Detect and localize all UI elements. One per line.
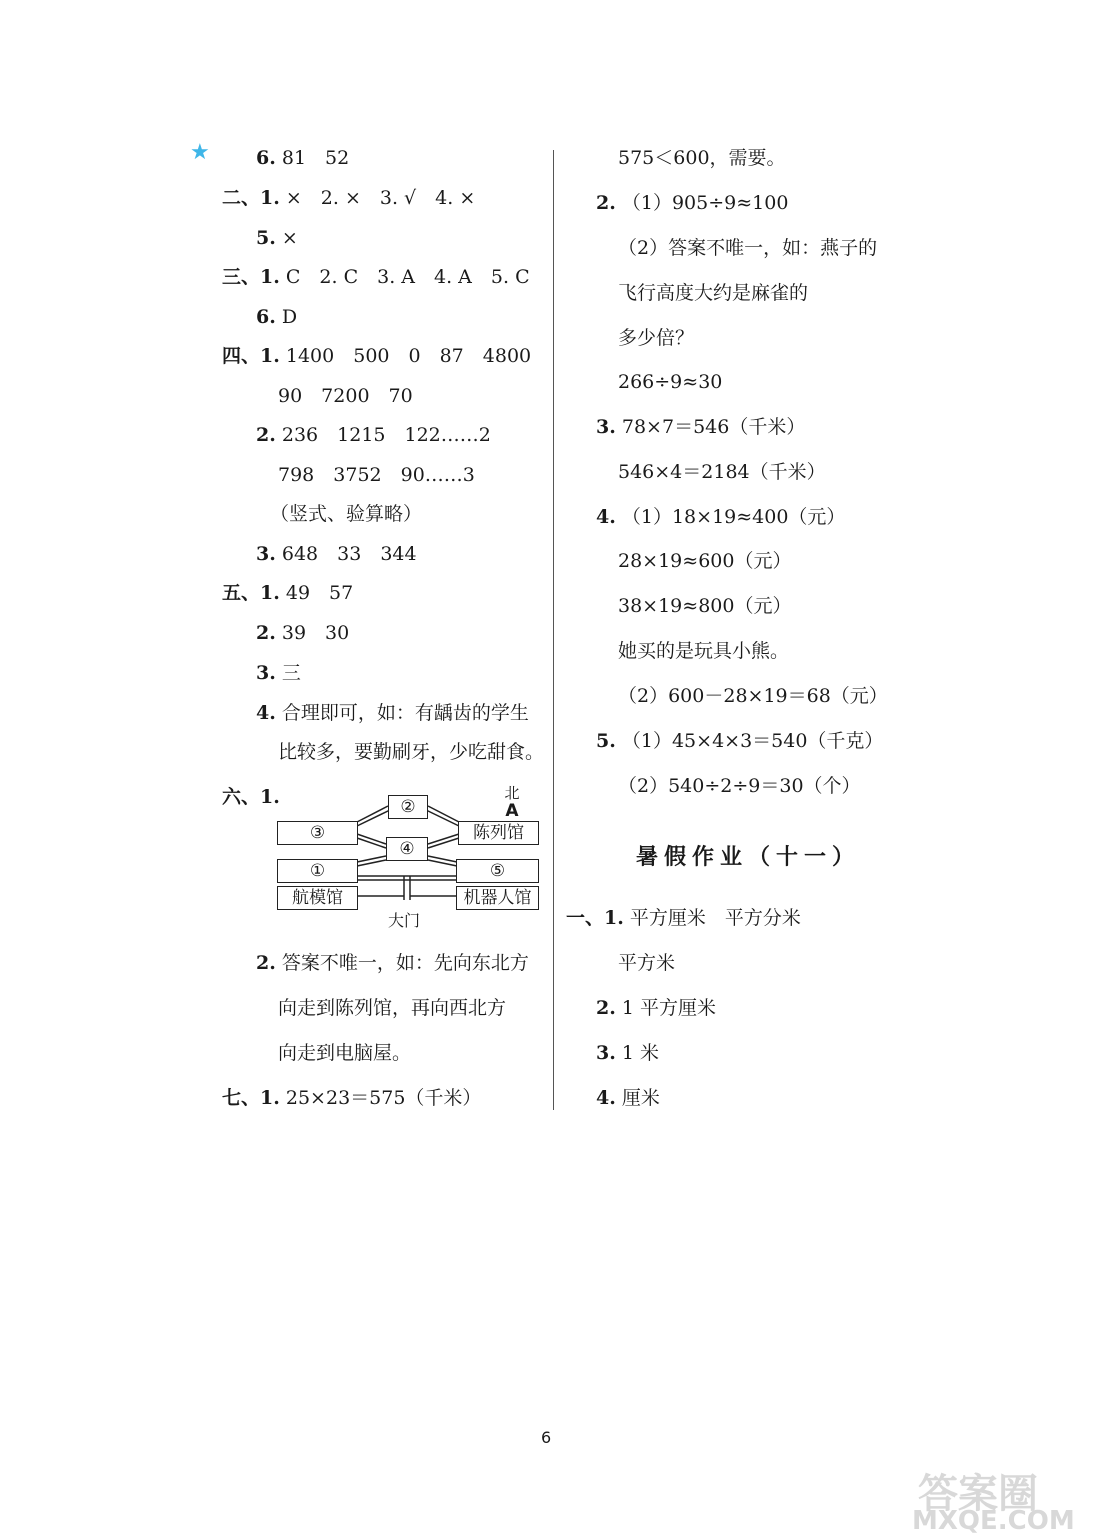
- answer-line: 比较多，要勤刷牙，少吃甜食。: [278, 741, 545, 763]
- watermark-url: MXQE.COM: [912, 1506, 1075, 1536]
- north-compass: [500, 782, 524, 819]
- answer-line: 五、1. 49 57: [222, 582, 354, 604]
- map-box-2: ②: [388, 795, 428, 819]
- star-decoration-icon: ★: [190, 140, 210, 165]
- answer-line: 2. 答案不唯一，如：先向东北方: [256, 952, 529, 974]
- answer-line: 266÷9≈30: [618, 371, 723, 393]
- answer-line: 三、1. C 2. C 3. A 4. A 5. C: [222, 266, 530, 288]
- answer-line: 3. 78×7＝546（千米）: [596, 416, 806, 438]
- page-number: 6: [541, 1428, 552, 1447]
- answer-line: 798 3752 90……3: [278, 464, 475, 486]
- map-box-3: ③: [277, 821, 358, 845]
- answer-line: 多少倍？: [618, 327, 695, 349]
- gate-label: 大门: [388, 911, 421, 930]
- watermark-logo: 答案圈: [918, 1471, 1038, 1517]
- answer-line: 向走到电脑屋。: [278, 1042, 412, 1064]
- section-title: 暑假作业（十一）: [636, 844, 861, 870]
- answer-line: 2. 236 1215 122……2: [256, 424, 491, 446]
- north-label: 北: [504, 784, 520, 802]
- answer-line: 二、1. × 2. × 3. √ 4. ×: [222, 187, 476, 209]
- answer-line: 5. ×: [256, 227, 298, 249]
- answer-line: 4. 厘米: [596, 1087, 660, 1109]
- answer-line: 5. （1）45×4×3＝540（千克）: [596, 730, 884, 752]
- answer-line: （竖式、验算略）: [270, 503, 423, 525]
- answer-line: 2. （1）905÷9≈100: [596, 192, 789, 214]
- answer-line: 90 7200 70: [278, 385, 413, 407]
- answer-line: 四、1. 1400 500 0 87 4800: [222, 345, 532, 367]
- column-divider: [553, 150, 554, 1110]
- answer-line: 平方米: [618, 952, 676, 974]
- answer-line: 28×19≈600（元）: [618, 550, 792, 572]
- answer-line: 6. D: [256, 306, 298, 328]
- answer-line: 3. 三: [256, 662, 301, 684]
- map-box-robot-hall: 机器人馆: [456, 886, 539, 910]
- map-box-aviation-hall: 航模馆: [277, 886, 358, 910]
- answer-line: 4. （1）18×19≈400（元）: [596, 506, 846, 528]
- answer-line: 4. 合理即可，如：有龋齿的学生: [256, 702, 529, 724]
- map-box-4: ④: [386, 837, 428, 861]
- answer-line: 向走到陈列馆，再向西北方: [278, 997, 507, 1019]
- answer-line: 2. 1 平方厘米: [596, 997, 717, 1019]
- north-arrow-icon: A: [505, 801, 519, 821]
- answer-line: 575＜600，需要。: [618, 147, 786, 169]
- map-box-exhibit-hall: 陈列馆: [458, 821, 539, 845]
- answer-line: 她买的是玩具小熊。: [618, 640, 790, 662]
- answer-line: 3. 648 33 344: [256, 543, 417, 565]
- answer-line: （2）600－28×19＝68（元）: [618, 685, 888, 707]
- answer-line: 一、1. 平方厘米 平方分米: [566, 907, 801, 929]
- map-box-1: ①: [277, 859, 358, 883]
- answer-line: 2. 39 30: [256, 622, 350, 644]
- answer-line: 飞行高度大约是麻雀的: [618, 282, 809, 304]
- answer-line: （2）答案不唯一，如：燕子的: [618, 237, 878, 259]
- map-box-5: ⑤: [456, 859, 539, 883]
- answer-line: 6. 81 52: [256, 147, 350, 169]
- answer-line: 七、1. 25×23＝575（千米）: [222, 1087, 482, 1109]
- answer-line: 3. 1 米: [596, 1042, 660, 1064]
- answer-line: 六、1.: [222, 786, 280, 808]
- answer-line: 546×4＝2184（千米）: [618, 461, 826, 483]
- answer-line: 38×19≈800（元）: [618, 595, 792, 617]
- answer-line: （2）540÷2÷9＝30（个）: [618, 775, 861, 797]
